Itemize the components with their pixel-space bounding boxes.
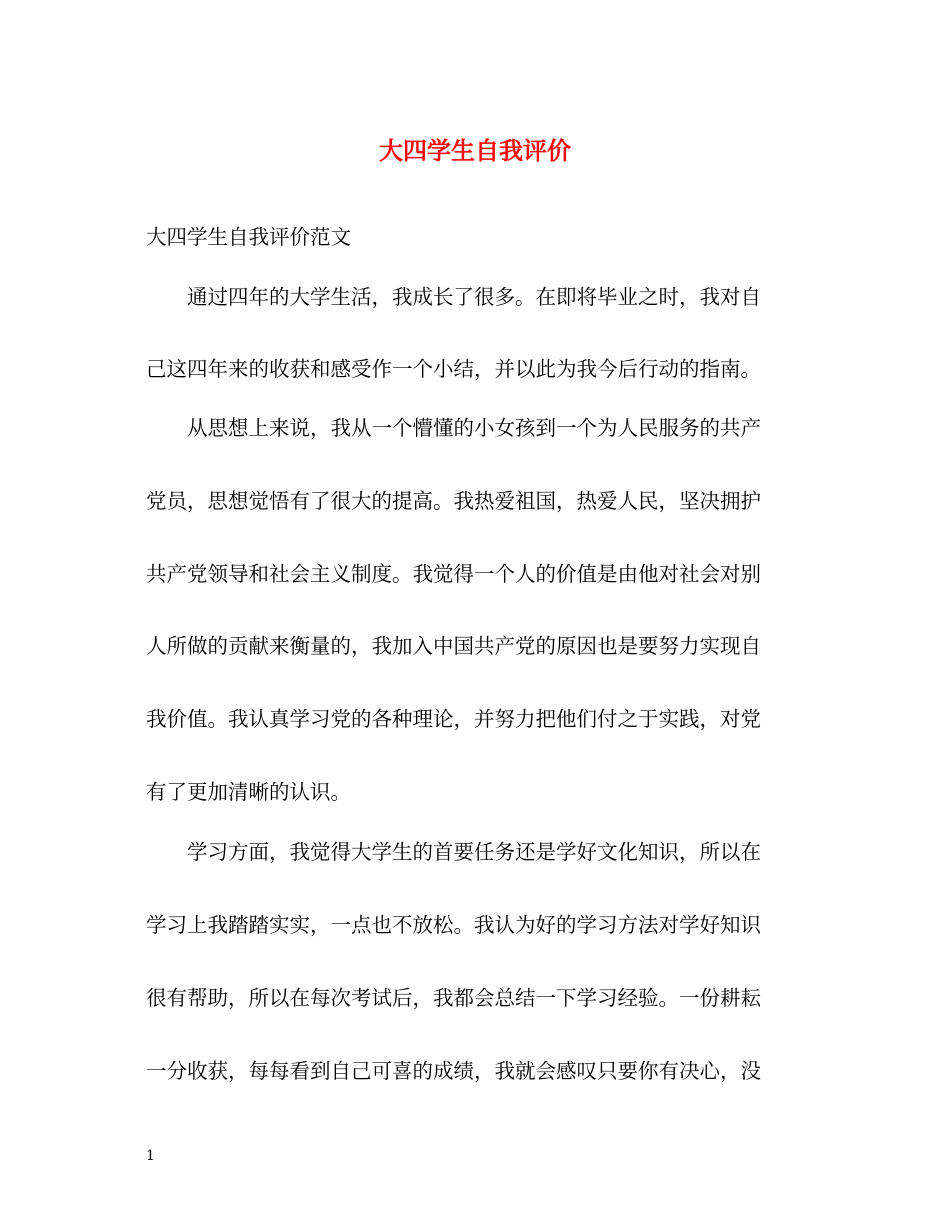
body-line: 我价值。我认真学习党的各种理论，并努力把他们付之于实践，对党	[146, 707, 761, 731]
body-line: 学习上我踏踏实实，一点也不放松。我认为好的学习方法对学好知识	[146, 913, 761, 937]
document-title: 大四学生自我评价	[379, 136, 571, 165]
body-line: 有了更加清晰的认识。	[146, 780, 351, 804]
body-line: 人所做的贡献来衡量的，我加入中国共产党的原因也是要努力实现自	[146, 634, 761, 658]
document-heading: 大四学生自我评价范文	[146, 225, 351, 249]
body-line: 一分收获，每每看到自己可喜的成绩，我就会感叹只要你有决心，没	[146, 1059, 761, 1083]
body-line: 从思想上来说，我从一个懵懂的小女孩到一个为人民服务的共产	[146, 416, 761, 440]
body-line: 很有帮助，所以在每次考试后，我都会总结一下学习经验。一份耕耘	[146, 986, 761, 1010]
body-line: 学习方面，我觉得大学生的首要任务还是学好文化知识，所以在	[146, 840, 761, 864]
body-line: 党员，思想觉悟有了很大的提高。我热爱祖国，热爱人民，坚决拥护	[146, 489, 761, 513]
body-line: 通过四年的大学生活，我成长了很多。在即将毕业之时，我对自	[146, 285, 761, 309]
body-line: 共产党领导和社会主义制度。我觉得一个人的价值是由他对社会对别	[146, 562, 761, 586]
body-line: 己这四年来的收获和感受作一个小结，并以此为我今后行动的指南。	[146, 357, 761, 381]
page-number: 1	[146, 1148, 155, 1164]
